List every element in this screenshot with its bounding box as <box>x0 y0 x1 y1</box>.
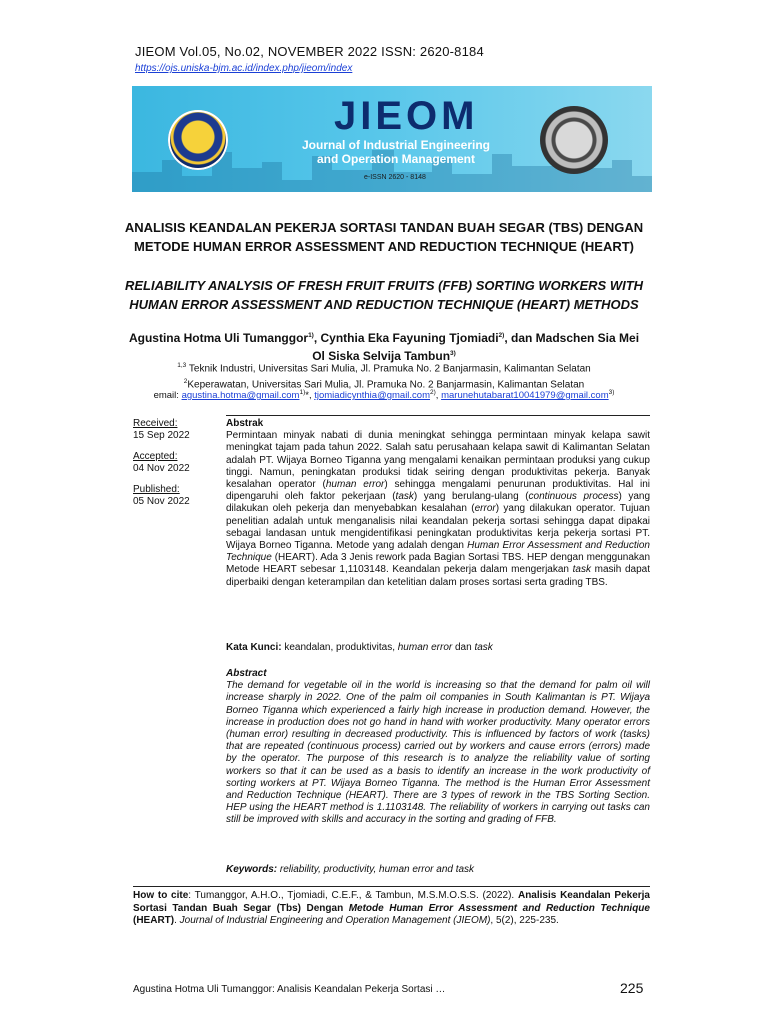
cite-volume: , 5(2), 225-235. <box>490 915 559 926</box>
industrial-gear-icon <box>540 106 608 174</box>
cite-sep: . <box>174 915 180 926</box>
abstrak-italic-6: task <box>572 564 591 576</box>
abstract-en-text: The demand for vegetable oil in the world is increasing so that the demand for palm oil will increase sharply in 2022. One of the palm oil companies in South Kalimantan is PT. Wijaya Borneo Tiganna which experienced a fairly high increase in production demand. However, the increase in production does not go hand in hand with worker productivity. Many operator errors (human error) resulting in decreased productivity. This is influenced by factors of work (tasks) that are repeated (continuous process) carried out by workers and cause errors (errors) made by the operator. The purpose of this research is to analyze the reliability value of sorting workers so that it can be used as a basis to identify an increase in the work productivity of sorting workers at PT. Wijaya Borneo Tiganna. The method is the Human Error Assessment and Reduction Technique (HEART). There are 3 types of rework in the TBS Sorting Section. HEP using the HEART method is 1.1103148. The reliability of workers in carrying out tasks can still be improved with skills and accuracy in the sorting and grading of FFB. <box>226 680 650 826</box>
abstrak-text-7: masih dapat diperbaiki dengan keterampilan dan ketelitian dalam proses sortasi serta grading TBS. <box>226 564 650 588</box>
title-en-line2: HUMAN ERROR ASSESSMENT AND REDUCTION TECHNIQUE (HEART) METHODS <box>129 297 639 312</box>
kata-kunci-text: keandalan, produktivitas, <box>281 642 398 653</box>
banner-subtitle-line2: and Operation Management <box>316 152 476 166</box>
email-label: email: <box>153 390 182 402</box>
email-line <box>125 386 643 402</box>
kata-kunci-mid: dan <box>452 642 475 653</box>
abstrak-italic-2: task <box>395 491 414 503</box>
keywords-label: Keywords: <box>226 864 278 875</box>
affiliation-1-sup: 1,3 <box>177 362 187 369</box>
title-indonesian <box>120 218 648 256</box>
title-english <box>120 276 648 314</box>
cite-title-end: (HEART) <box>133 915 175 926</box>
keywords-text: reliability, productivity, human error and task <box>277 864 475 875</box>
abstract-divider <box>226 415 650 416</box>
title-en-line1: RELIABILITY ANALYSIS OF FRESH FRUIT FRUITS (FFB) SORTING WORKERS WITH <box>124 278 644 293</box>
cite-journal: Journal of Industrial Engineering and Operation Management (JIEOM) <box>179 915 491 926</box>
abstract-english <box>226 668 650 827</box>
banner-issn: e-ISSN 2620 - 8148 <box>364 174 426 181</box>
article-dates <box>133 418 213 517</box>
abstrak-text-2: ) sehingga mengalami penurunan produktivitas. Hal ini dipengaruhi oleh faktor pekerjaan ( <box>226 479 651 503</box>
author-2: , Cynthia Eka Fayuning Tjomiadi <box>313 331 499 345</box>
kata-kunci-label: Kata Kunci: <box>226 642 282 653</box>
email-1-sup: 1) <box>299 389 306 396</box>
affiliation-1: Teknik Industri, Universitas Sari Mulia, Jl. Pramuka No. 2 Banjarmasin, Kalimantan Selatan <box>186 363 591 375</box>
banner-brand: JIEOM <box>334 94 479 138</box>
journal-url-link[interactable]: https://ojs.uniska-bjm.ac.id/index.php/jieom/index <box>135 63 353 74</box>
abstract-en-heading: Abstract <box>226 668 267 679</box>
kata-kunci-italic-1: human error <box>397 642 453 653</box>
title-id-line1: ANALISIS KEANDALAN PEKERJA SORTASI TANDAN BUAH SEGAR (TBS) DENGAN <box>124 220 644 235</box>
accepted-label: Accepted: <box>133 451 178 462</box>
published-date: 05 Nov 2022 <box>133 496 190 507</box>
abstrak-section <box>226 418 650 589</box>
how-to-cite <box>133 890 650 928</box>
author-3: , dan Madschen Sia Mei <box>504 331 640 345</box>
published-label: Published: <box>133 484 180 495</box>
abstrak-heading: Abstrak <box>226 418 264 429</box>
cite-title-italic: Metode Human Error Assessment and Reduction Technique <box>348 902 650 914</box>
kata-kunci-italic-2: task <box>474 642 493 653</box>
abstrak-text-6: (HEART). Ada 3 Jenis rework pada Bagian Sortasi TBS. HEP dengan menggunakan Metode HEART sebesar 1,1103148. Keandalan pekerja dalam mengerjakan <box>226 552 650 576</box>
author-3-cont: Ol Siska Selvija Tambun <box>312 349 451 363</box>
cite-title: Analisis Keandalan Pekerja Sortasi Tandan Buah Segar (Tbs) Dengan <box>133 890 650 914</box>
accepted-date: 04 Nov 2022 <box>133 463 190 474</box>
cite-label: How to cite <box>133 890 189 901</box>
abstrak-italic-4: error <box>474 503 496 515</box>
received-date: 15 Sep 2022 <box>133 430 190 441</box>
author-2-sup: 2) <box>498 332 505 339</box>
author-1-sup: 1) <box>308 332 314 339</box>
email-1-star: *, <box>305 390 315 402</box>
author-3-sup: 3) <box>450 350 456 357</box>
running-head: Agustina Hotma Uli Tumanggor: Analisis Keandalan Pekerja Sortasi … <box>133 984 446 995</box>
email-3-sup: 3) <box>608 389 615 396</box>
banner-subtitle-line1: Journal of Industrial Engineering <box>301 138 490 152</box>
author-1: Agustina Hotma Uli Tumanggor <box>128 331 309 345</box>
email-2-sup: 2) <box>430 389 436 396</box>
email-separator: , <box>435 390 442 402</box>
title-id-line2: METODE HUMAN ERROR ASSESSMENT AND REDUCTION TECHNIQUE (HEART) <box>133 239 635 254</box>
abstrak-italic-3: continuous process <box>528 491 619 503</box>
abstrak-text-4: ) yang dilakukan oleh pekerja dan menyebabkan kesalahan ( <box>226 491 651 515</box>
journal-banner <box>132 86 652 192</box>
cite-authors: : Tumanggor, A.H.O., Tjomiadi, C.E.F., & Tambun, M.S.M.O.S.S. (2022). <box>188 890 518 901</box>
journal-issue-line: JIEOM Vol.05, No.02, NOVEMBER 2022 ISSN: 2620-8184 <box>135 44 484 59</box>
abstrak-italic-5: Human Error Assessment and Reduction Technique <box>226 540 650 564</box>
page-number: 225 <box>620 980 644 996</box>
abstrak-text-3: ) yang berulang-ulang ( <box>413 491 529 503</box>
abstrak-text-1: Permintaan minyak nabati di dunia meningkat sehingga permintaan minyak kelapa sawit meningkat tajam pada tahun 2022. Salah satu perusahaan kelapa sawit di Kalimantan Selatan adalah PT. Wijaya Borneo Tiganna yang mengalami kenaikan permintaan produksi yang cukup tinggi. Namun, peningkatan produksi tidak seiring dengan produktivitas pekerja. Banyak kesalahan operator ( <box>226 430 650 491</box>
email-link-2[interactable]: tjomiadicynthia@gmail.com <box>314 390 431 402</box>
affiliation-2-sup: 2 <box>183 378 188 386</box>
citation-divider <box>133 886 650 887</box>
university-seal-icon <box>168 110 228 170</box>
keywords-english <box>226 864 650 875</box>
email-link-1[interactable]: agustina.hotma@gmail.com <box>181 390 300 402</box>
affiliation-2: Keperawatan, Universitas Sari Mulia, Jl. Pramuka No. 2 Banjarmasin, Kalimantan Selatan <box>187 379 585 391</box>
abstrak-italic-1: human error <box>325 479 385 491</box>
kata-kunci <box>226 642 650 653</box>
email-link-3[interactable]: marunehutabarat10041979@gmail.com <box>441 390 609 402</box>
banner-subtitle <box>286 138 506 166</box>
abstrak-text-5: ) yang dilakukan operator. Tujuan penelitian adalah untuk menganalisis nilai keandalan pekerja sortasi sehingga dapat dipakai sebagai landasan untuk mengidentifikasi peningkatan produktivitas kerja pekerja sortasi PT. Wijaya Borneo Tiganna. Metode yang adalah dengan <box>226 503 650 552</box>
received-label: Received: <box>133 418 178 429</box>
